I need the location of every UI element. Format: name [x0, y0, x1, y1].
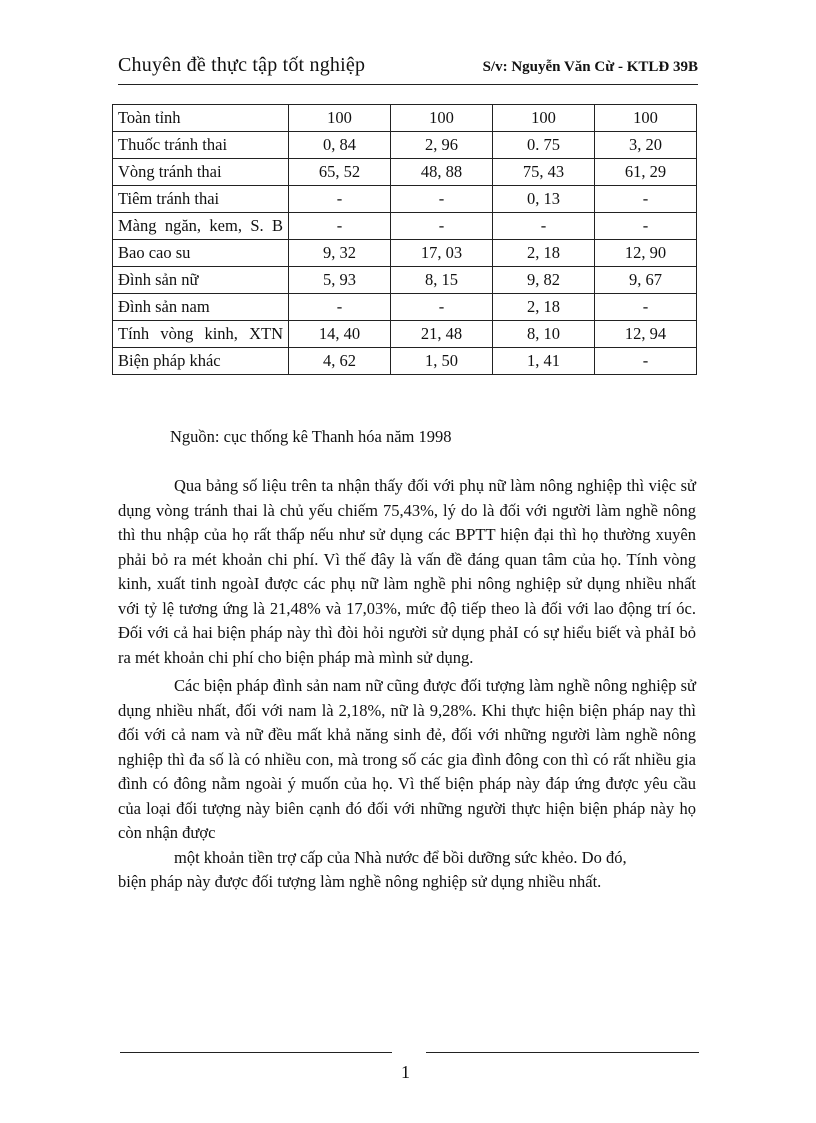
table-cell: 0, 13: [493, 186, 595, 213]
paragraph-continuation: một khoản tiền trợ cấp của Nhà nước để bồi dưỡng sức khẻo. Do đó,: [174, 847, 627, 867]
table-row: [113, 186, 697, 213]
table-cell: 12, 90: [595, 240, 697, 267]
table-cell: -: [391, 186, 493, 213]
table-row: [113, 159, 697, 186]
table-cell: -: [289, 186, 391, 213]
table-source: Nguồn: cục thống kê Thanh hóa năm 1998: [170, 427, 452, 446]
table-row: [113, 105, 697, 132]
table-cell: 0. 75: [493, 132, 595, 159]
row-label: Toàn tỉnh: [113, 105, 289, 132]
row-label: Bao cao su: [113, 240, 289, 267]
table-body: [113, 105, 697, 375]
table-cell: 100: [289, 105, 391, 132]
row-label: Đình sản nữ: [113, 267, 289, 294]
table-cell: 100: [595, 105, 697, 132]
table-row: [113, 348, 697, 375]
table-cell: 12, 94: [595, 321, 697, 348]
paragraph-continuation: biện pháp này được đối tượng làm nghề nông nghiệp sử dụng nhiều nhất.: [118, 872, 602, 891]
contraception-table: [112, 104, 697, 375]
table-row: [113, 321, 697, 348]
table-cell: -: [595, 186, 697, 213]
table-cell: -: [493, 213, 595, 240]
table-cell: -: [289, 213, 391, 240]
table-cell: 1, 41: [493, 348, 595, 375]
table-cell: 1, 50: [391, 348, 493, 375]
row-label: Thuốc tránh thai: [113, 132, 289, 159]
table-row: [113, 267, 697, 294]
table-cell: 75, 43: [493, 159, 595, 186]
row-label: Tiêm tránh thai: [113, 186, 289, 213]
table-cell: 48, 88: [391, 159, 493, 186]
table-cell: 9, 32: [289, 240, 391, 267]
table-row: [113, 213, 697, 240]
document-title: Chuyên đề thực tập tốt nghiệp: [118, 54, 366, 76]
table-cell: -: [391, 213, 493, 240]
row-label: Biện pháp khác: [113, 348, 289, 375]
table-cell: 2, 18: [493, 294, 595, 321]
table-cell: 3, 20: [595, 132, 697, 159]
footer-rule-left: [120, 1052, 392, 1053]
row-label: Vòng tránh thai: [113, 159, 289, 186]
row-label: Tính vòng kinh, XTN: [113, 321, 289, 348]
table-row: [113, 132, 697, 159]
table-cell: -: [289, 294, 391, 321]
table-row: [113, 240, 697, 267]
table-cell: 8, 10: [493, 321, 595, 348]
row-label: Đình sản nam: [113, 294, 289, 321]
table-cell: 4, 62: [289, 348, 391, 375]
table-cell: -: [391, 294, 493, 321]
table-row: [113, 294, 697, 321]
table-cell: 61, 29: [595, 159, 697, 186]
body-text: [118, 474, 696, 895]
author-info: S/v: Nguyễn Văn Cừ - KTLĐ 39B: [482, 59, 698, 75]
table-cell: -: [595, 294, 697, 321]
table-cell: 0, 84: [289, 132, 391, 159]
table-cell: 14, 40: [289, 321, 391, 348]
table-cell: 5, 93: [289, 267, 391, 294]
table-cell: 9, 67: [595, 267, 697, 294]
table-cell: -: [595, 348, 697, 375]
paragraph: Qua bảng số liệu trên ta nhận thấy đối với phụ nữ làm nông nghiệp thì việc sử dụng vòng tránh thai là chủ yếu chiếm 75,43%, lý do là đối với người làm nghề nông thì thu nhập của họ rất thấp nếu như sử dụng các BPTT hiện đại thì họ thường xuyên phải bỏ ra mét khoản chi phí. Vì thế đây là vấn đề đáng quan tâm của họ. Tính vòng kinh, xuất tinh ngoàI được các phụ nữ làm nghề phi nông nghiệp sử dụng nhiều nhất với tỷ lệ tương ứng là 21,48% và 17,03%, mức độ tiếp theo là đối với lao động trí óc. Đối với cả hai biện pháp này thì đòi hỏi người sử dụng phảI có sự hiểu biết và phảI bỏ ra mét khoản chi phí cho biện pháp mà mình sử dụng.: [118, 476, 696, 667]
row-label: Màng ngăn, kem, S. B: [113, 213, 289, 240]
table-cell: 21, 48: [391, 321, 493, 348]
table-cell: 9, 82: [493, 267, 595, 294]
page-number: 1: [401, 1062, 410, 1082]
table-cell: 100: [391, 105, 493, 132]
footer-rule-right: [426, 1052, 699, 1053]
table-cell: -: [595, 213, 697, 240]
table-cell: 100: [493, 105, 595, 132]
table-cell: 2, 18: [493, 240, 595, 267]
table-cell: 2, 96: [391, 132, 493, 159]
table-cell: 17, 03: [391, 240, 493, 267]
page-header: [118, 50, 698, 85]
table-cell: 8, 15: [391, 267, 493, 294]
table-cell: 65, 52: [289, 159, 391, 186]
paragraph: Các biện pháp đình sản nam nữ cũng được đối tượng làm nghề nông nghiệp sử dụng nhiều nhất, đối với nam là 2,18%, nữ là 9,28%. Khi thực hiện biện pháp nay thì đối với cả nam và nữ đều mất khả năng sinh đẻ, đối với những người làm nghề nông nghiệp thì đa số là có nhiều con, mà trong số các gia đình đông con thì có rất nhiều gia đình có đông nằm ngoài ý muốn của họ. Vì thế biện pháp này đáp ứng được yêu cầu của loại đối tượng này biên cạnh đó đối với những người thực hiện biện pháp này họ còn nhận được: [118, 676, 696, 842]
